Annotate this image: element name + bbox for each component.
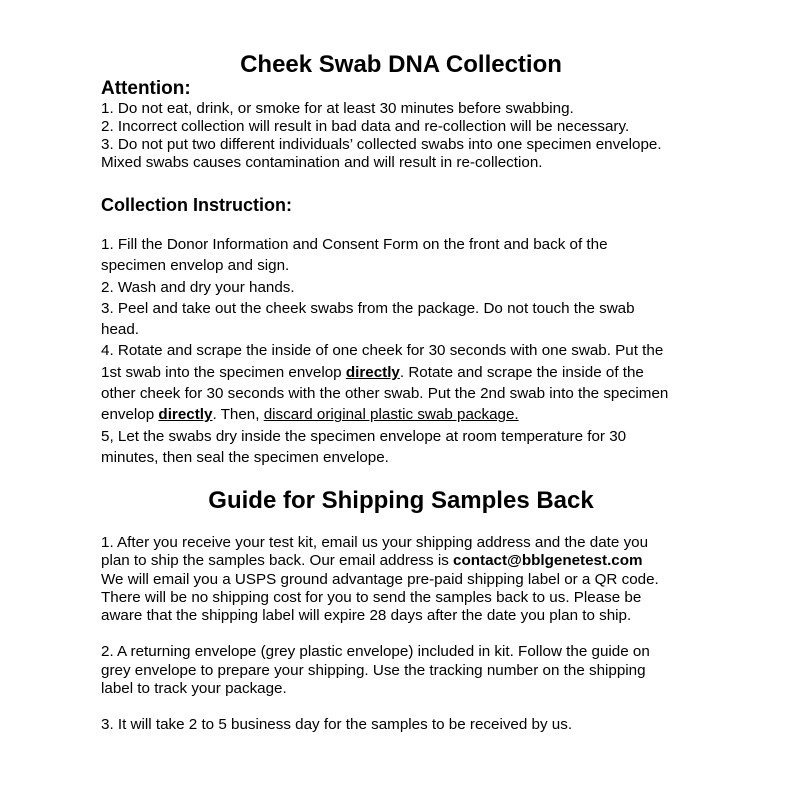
instruction-line: other cheek for 30 seconds with the other swab. Put the 2nd swab into the specimen	[101, 385, 669, 403]
instruction-line: specimen envelop and sign.	[101, 257, 290, 275]
attention-line: 2. Incorrect collection will result in bad data and re-collection will be necessary.	[101, 118, 630, 135]
attention-list	[101, 100, 711, 172]
emphasis-directly: directly	[158, 406, 213, 424]
shipping-title: Guide for Shipping Samples Back	[208, 487, 594, 514]
shipping-line: 1. After you receive your test kit, email us your shipping address and the date you	[101, 534, 649, 551]
instruction-text: . Rotate and scrape the inside of the	[399, 363, 644, 381]
shipping-line: label to track your package.	[101, 680, 287, 698]
attention-line: Mixed swabs causes contamination and will result in re-collection.	[101, 154, 543, 171]
instruction-text: envelop	[101, 406, 159, 424]
shipping-text: plan to ship the samples back. Our email address is	[101, 552, 454, 570]
shipping-line: There will be no shipping cost for you to send the samples back to us. Please be	[101, 588, 642, 606]
instruction-line: 3. Peel and take out the cheek swabs from the package. Do not touch the swab	[101, 299, 635, 317]
shipping-line: 3. It will take 2 to 5 business day for the samples to be received by us.	[101, 716, 573, 734]
shipping-line	[101, 552, 711, 570]
instruction-text: 1st swab into the specimen envelop	[101, 363, 346, 381]
shipping-line: 2. A returning envelope (grey plastic envelope) included in kit. Follow the guide on	[101, 643, 650, 661]
paragraph-gap	[101, 698, 711, 716]
collection-heading: Collection Instruction:	[101, 195, 292, 215]
collection-instructions	[101, 234, 711, 468]
shipping-line: aware that the shipping label will expire 28 days after the date you plan to ship.	[101, 607, 632, 625]
instruction-line	[101, 404, 711, 425]
attention-heading: Attention:	[101, 78, 191, 99]
contact-email: contact@bblgenetest.com	[453, 552, 643, 570]
underlined-note: discard original plastic swab package.	[263, 406, 519, 424]
attention-line: 3. Do not put two different individuals’ collected swabs into one specimen envelope.	[101, 136, 662, 153]
instruction-line	[101, 362, 711, 383]
emphasis-directly: directly	[345, 363, 400, 381]
instruction-line: 5, Let the swabs dry inside the specimen envelope at room temperature for 30	[101, 427, 627, 445]
shipping-line: grey envelope to prepare your shipping. Use the tracking number on the shipping	[101, 661, 646, 679]
shipping-guide	[101, 534, 711, 735]
shipping-line: We will email you a USPS ground advantage pre-paid shipping label or a QR code.	[101, 570, 659, 588]
instruction-line: head.	[101, 321, 140, 339]
instruction-line: minutes, then seal the specimen envelope.	[101, 448, 389, 466]
instruction-line: 1. Fill the Donor Information and Consent Form on the front and back of the	[101, 236, 608, 253]
paragraph-gap	[101, 625, 711, 643]
page-title: Cheek Swab DNA Collection	[240, 51, 562, 78]
attention-line: 1. Do not eat, drink, or smoke for at least 30 minutes before swabbing.	[101, 100, 574, 117]
instruction-line: 4. Rotate and scrape the inside of one cheek for 30 seconds with one swab. Put the	[101, 342, 664, 360]
instruction-text: . Then,	[212, 406, 264, 424]
instruction-line: 2. Wash and dry your hands.	[101, 278, 295, 296]
